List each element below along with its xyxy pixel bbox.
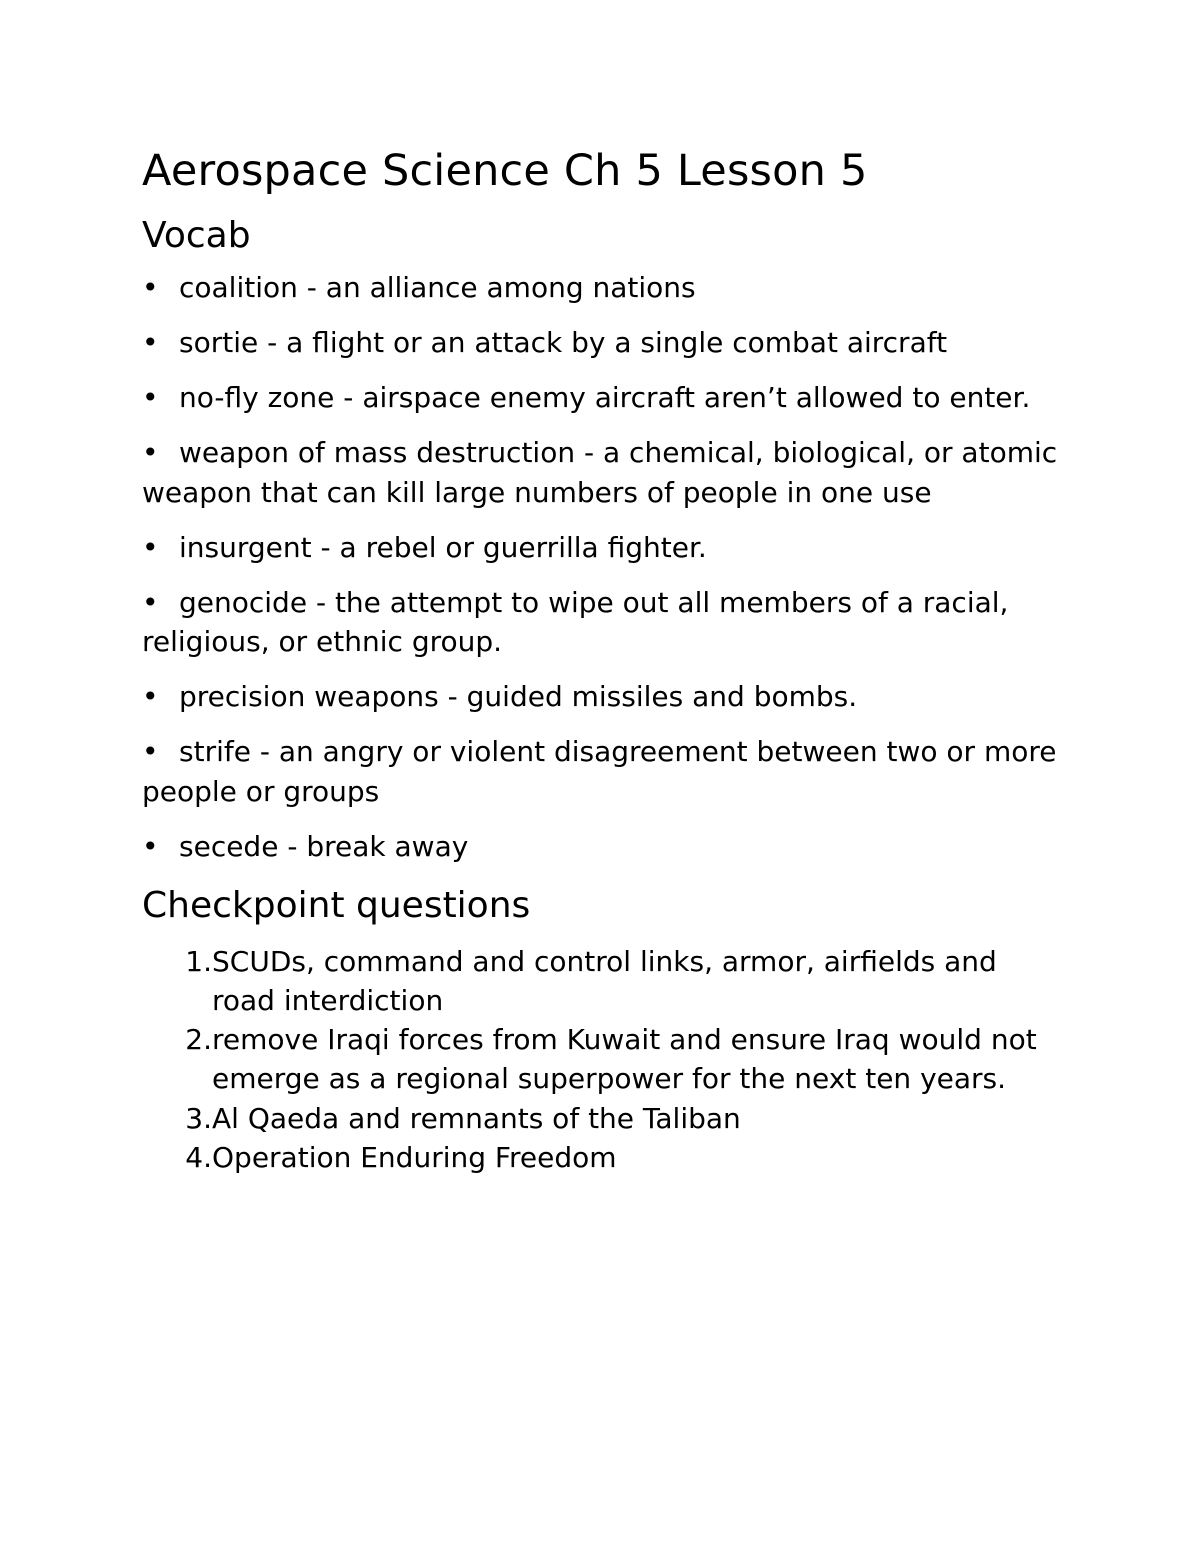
vocab-text: secede - break away: [179, 829, 469, 863]
checkpoint-heading: Checkpoint questions: [142, 884, 531, 926]
checkpoint-item-1: [142, 942, 1062, 1020]
vocab-item-coalition: [142, 268, 1062, 308]
checkpoint-item-3: [142, 1099, 1062, 1138]
bullet-icon: •: [142, 585, 159, 619]
bullet-icon: •: [142, 680, 159, 713]
bullet-icon: •: [142, 381, 159, 414]
document-title: Aerospace Science Ch 5 Lesson 5: [142, 146, 868, 196]
vocab-text: precision weapons - guided missiles and bombs.: [179, 680, 858, 713]
vocab-text: strife - an angry or violent disagreement between two or more people or groups: [142, 735, 1057, 808]
checkpoint-number: 1.: [185, 944, 212, 978]
vocab-list: [142, 268, 1062, 866]
bullet-icon: •: [142, 326, 159, 359]
checkpoint-answer: remove Iraqi forces from Kuwait and ensure Iraq would not emerge as a regional superpower for the next ten years.: [212, 1023, 1037, 1095]
checkpoint-number: 3.: [185, 1101, 212, 1135]
vocab-text: no-fly zone - airspace enemy aircraft aren’t allowed to enter.: [179, 381, 1031, 414]
vocab-heading: Vocab: [142, 215, 251, 256]
vocab-text: sortie - a flight or an attack by a single combat aircraft: [179, 326, 948, 359]
bullet-icon: •: [142, 530, 159, 564]
vocab-text: insurgent - a rebel or guerrilla fighter.: [179, 530, 707, 564]
bullet-icon: •: [142, 271, 159, 304]
vocab-item-secede: [142, 827, 1062, 867]
vocab-item-insurgent: [142, 528, 1062, 568]
checkpoint-answer: Al Qaeda and remnants of the Taliban: [212, 1101, 741, 1135]
checkpoint-number: 2.: [185, 1023, 212, 1056]
bullet-icon: •: [142, 829, 159, 863]
checkpoint-item-2: [142, 1020, 1062, 1098]
checkpoint-list: [142, 942, 1062, 1178]
bullet-icon: •: [142, 436, 159, 469]
vocab-text: coalition - an alliance among nations: [179, 271, 696, 304]
vocab-text: weapon of mass destruction - a chemical, biological, or atomic weapon that can kill large numbers of people in one use: [142, 436, 1058, 509]
vocab-text: genocide - the attempt to wipe out all members of a racial, religious, or ethnic group.: [142, 585, 1009, 658]
vocab-item-sortie: [142, 323, 1062, 363]
vocab-item-precision-weapons: [142, 677, 1062, 717]
vocab-item-strife: [142, 732, 1062, 811]
vocab-item-genocide: [142, 583, 1062, 662]
checkpoint-answer: Operation Enduring Freedom: [212, 1141, 617, 1174]
vocab-item-weapon-of-mass-destruction: [142, 433, 1062, 512]
document-page: [142, 138, 1062, 1178]
checkpoint-answer: SCUDs, command and control links, armor, airfields and road interdiction: [212, 944, 997, 1017]
checkpoint-item-4: [142, 1138, 1062, 1177]
vocab-item-no-fly-zone: [142, 378, 1062, 418]
checkpoint-number: 4.: [185, 1141, 212, 1174]
bullet-icon: •: [142, 735, 159, 768]
